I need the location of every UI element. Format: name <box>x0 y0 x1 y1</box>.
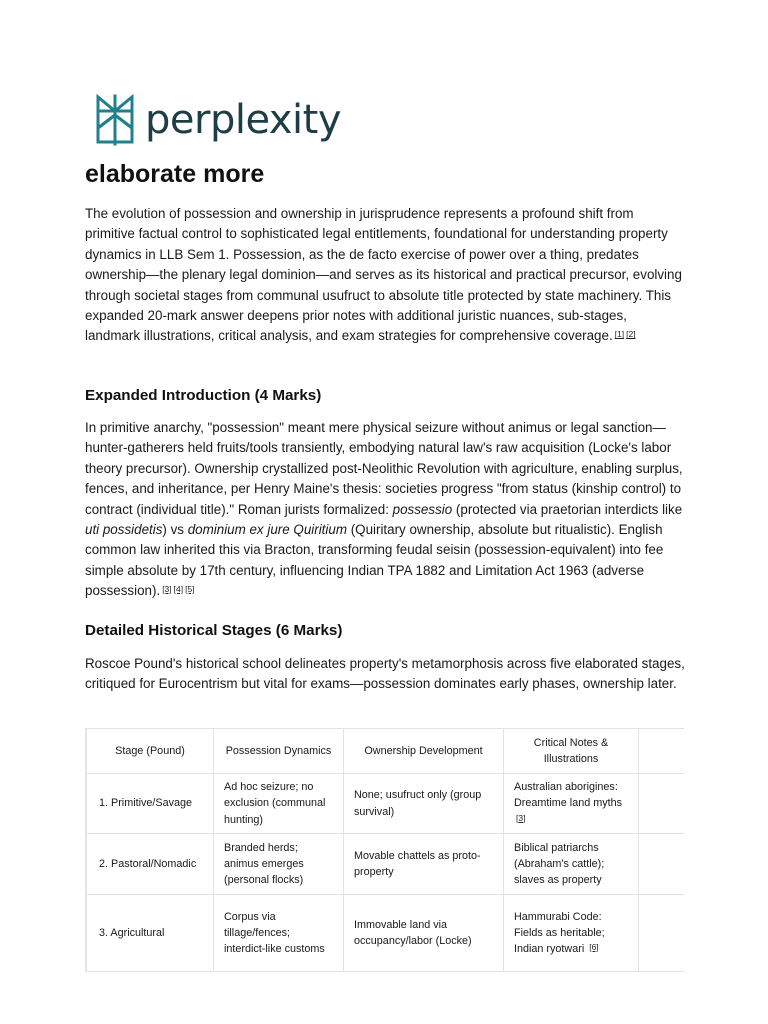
table-row <box>87 895 685 972</box>
column-header <box>639 729 685 774</box>
intro-text: The evolution of possession and ownership in jurisprudence represents a profound shift from primitive factual control to sophisticated legal entitlements, foundational for understanding property dynamics in LLB Sem 1. Possession, as the de facto exercise of power over a thing, predates ownership—the plenary legal dominion—and serves as its historical and practical precursor, evolving through societal stages from communal usufruct to absolute title protected by state machinery. This expanded 20-mark answer deepens prior notes with additional juristic nuances, sub-stages, landmark illustrations, critical analysis, and exam strategies for comprehensive coverage. <box>85 206 682 344</box>
citation-link[interactable]: [1] <box>614 329 625 340</box>
paragraph-text: ) vs <box>162 522 188 538</box>
perplexity-logo-icon <box>93 94 137 146</box>
citation-link[interactable]: [4] <box>173 584 184 595</box>
cell-text: Biblical patriarchs (Abraham's cattle); slaves as property <box>514 841 605 887</box>
stages-table-container[interactable] <box>85 728 684 972</box>
table-cell-extra <box>639 774 685 834</box>
table-row <box>87 774 685 834</box>
section-heading-introduction: Expanded Introduction (4 Marks) <box>85 387 322 404</box>
table-cell-ownership: Immovable land via occupancy/labor (Locke) <box>344 895 504 972</box>
introduction-paragraph <box>85 418 685 602</box>
latin-term: possessio <box>392 501 453 517</box>
perplexity-wordmark: perplexity <box>145 97 341 143</box>
latin-term: uti possidetis <box>85 522 163 538</box>
table-cell-notes <box>504 834 639 895</box>
citation-link[interactable]: [3] <box>162 584 172 595</box>
citation-link[interactable]: [3] <box>516 812 526 823</box>
cell-text: Australian aborigines: Dreamtime land myths <box>514 781 623 810</box>
page-title: elaborate more <box>85 160 265 188</box>
column-header: Critical Notes & Illustrations <box>504 729 639 774</box>
table-cell-extra <box>639 895 685 972</box>
paragraph-text: In primitive anarchy, "possession" meant mere physical seizure without animus or legal sanction—hunter-gatherers held fruits/tools transiently, embodying natural law's raw acquisition (Locke's labor theory precursor). Ownership crystallized post-Neolithic Revolution with agriculture, enabling surplus, fences, and inheritance, per Henry Maine's thesis: societies progress "from status (kinship control) to contract (individual title)." Roman jurists formalized: <box>85 420 683 517</box>
column-header: Stage (Pound) <box>87 729 214 774</box>
section-heading-historical-stages: Detailed Historical Stages (6 Marks) <box>85 622 343 639</box>
cell-text: Hammurabi Code: Fields as heritable; Indian ryotwari <box>514 910 605 956</box>
table-cell-possession: Branded herds; animus emerges (personal flocks) <box>214 834 344 895</box>
paragraph-text: (protected via praetorian interdicts like <box>452 501 683 517</box>
paragraph-text: (Quiritary ownership, absolute but ritualistic). English common law inherited this via Bracton, transforming feudal seisin (possession-equivalent) into fee simple absolute by 17th century, influencing Indian TPA 1882 and Limitation Act 1963 (adverse possession). <box>85 522 664 599</box>
table-header-row <box>87 729 685 774</box>
latin-term: dominium ex jure Quiritium <box>187 522 347 538</box>
table-cell-extra <box>639 834 685 895</box>
table-cell-notes <box>504 774 639 834</box>
table-cell-ownership: Movable chattels as proto-property <box>344 834 504 895</box>
table-cell-stage: 2. Pastoral/Nomadic <box>87 834 214 895</box>
table-cell-stage: 3. Agricultural <box>87 895 214 972</box>
column-header: Possession Dynamics <box>214 729 344 774</box>
intro-paragraph <box>85 204 685 347</box>
citation-link[interactable]: [2] <box>626 329 636 340</box>
historical-stages-paragraph: Roscoe Pound's historical school delineates property's metamorphosis across five elaborated stages, critiqued for Eurocentrism but vital for exams—possession dominates early phases, ownership later. <box>85 656 685 692</box>
table-cell-stage: 1. Primitive/Savage <box>87 774 214 834</box>
table-cell-possession: Ad hoc seizure; no exclusion (communal hunting) <box>214 774 344 834</box>
table-cell-possession: Corpus via tillage/fences; interdict-like customs <box>214 895 344 972</box>
stages-table <box>86 728 684 972</box>
perplexity-logo[interactable] <box>93 94 341 146</box>
table-cell-ownership: None; usufruct only (group survival) <box>344 774 504 834</box>
citation-link[interactable]: [6] <box>589 942 599 953</box>
citation-link[interactable]: [5] <box>185 584 195 595</box>
table-row <box>87 834 685 895</box>
table-cell-notes <box>504 895 639 972</box>
column-header: Ownership Development <box>344 729 504 774</box>
